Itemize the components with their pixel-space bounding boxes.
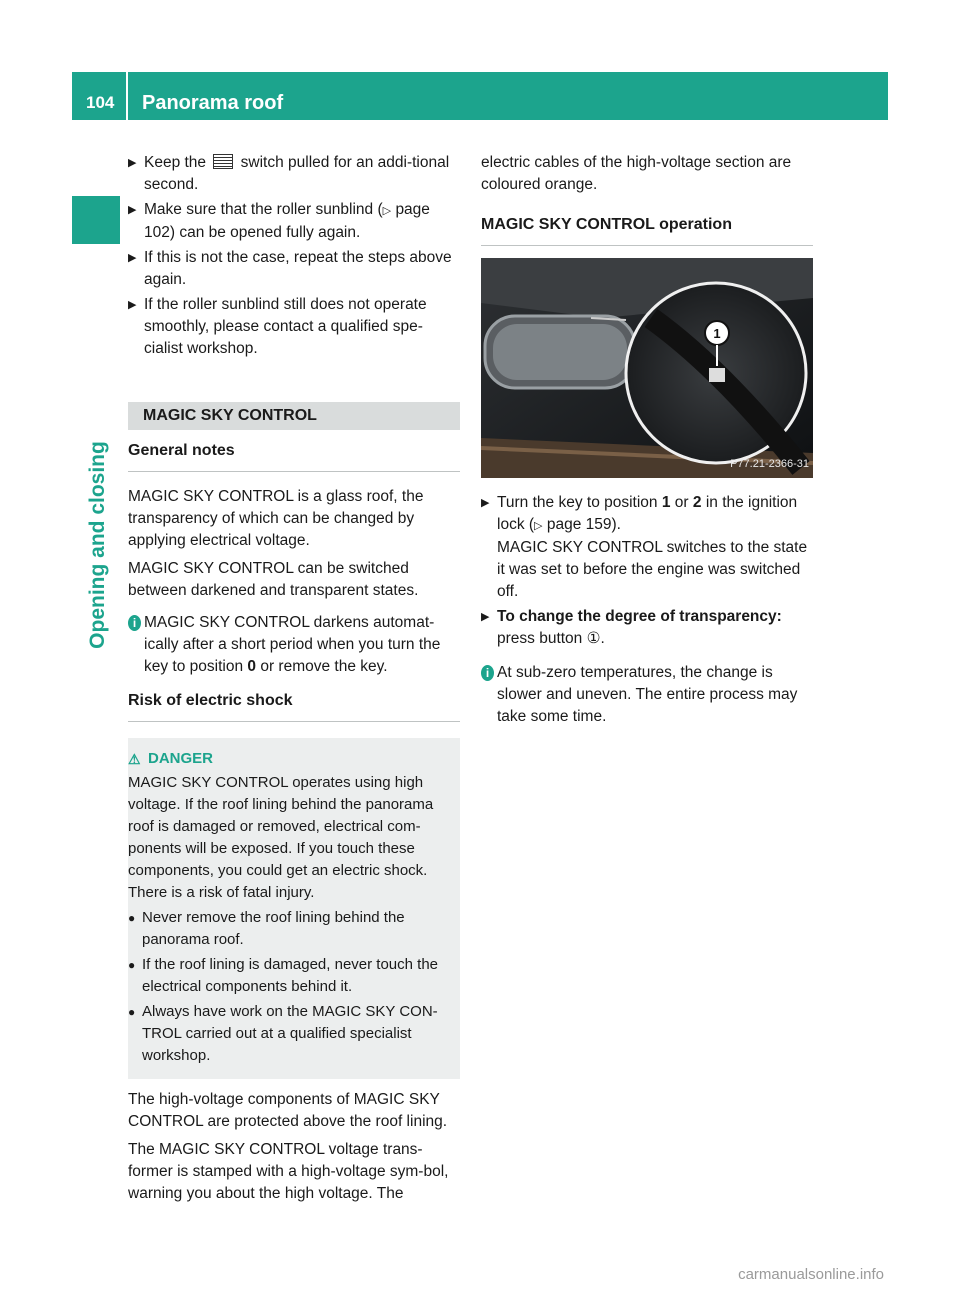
page-number: 104 xyxy=(86,93,115,112)
continuation-text: electric cables of the high-voltage section are coloured orange. xyxy=(481,154,792,193)
step-arrow-icon: ▶ xyxy=(481,611,490,623)
key-position: 1 xyxy=(661,494,671,511)
bullet-icon: ● xyxy=(128,958,136,972)
step-text: press button xyxy=(497,630,587,647)
step-text: or xyxy=(670,494,693,511)
danger-bullet xyxy=(128,1001,452,1067)
step-arrow-icon: ▶ xyxy=(128,157,137,169)
roof-switch-icon xyxy=(213,154,233,169)
step-contact-workshop xyxy=(128,294,460,360)
step-text: in the ignition lock ( xyxy=(497,494,798,533)
step-repeat xyxy=(128,247,460,291)
chapter-tab xyxy=(72,196,120,244)
step-text: switch pulled for an addi-tional second. xyxy=(144,154,450,193)
step-text: If this is not the case, repeat the steps above again. xyxy=(144,249,452,288)
step-text: . xyxy=(600,630,605,647)
step-arrow-icon: ▶ xyxy=(481,497,490,509)
bullet-text: If the roof lining is damaged, never touch the electrical components behind it. xyxy=(142,956,439,995)
step-turn-key xyxy=(481,492,813,603)
danger-bullet xyxy=(128,907,452,951)
info-text: At sub-zero temperatures, the change is slower and uneven. The entire process may take some time. xyxy=(497,664,798,725)
step-title: To change the degree of transparency: xyxy=(497,608,782,625)
bullet-text: Never remove the roof lining behind the panorama roof. xyxy=(142,909,405,948)
danger-box xyxy=(128,738,460,1079)
info-text: or remove the key. xyxy=(256,658,388,675)
footer-site: carmanualsonline.info xyxy=(738,1266,884,1283)
photo-callout-label: 1 xyxy=(713,326,721,341)
step-text: Keep the xyxy=(144,154,211,171)
operation-heading: MAGIC SKY CONTROL operation xyxy=(481,214,813,246)
step-arrow-icon: ▶ xyxy=(128,299,137,311)
bullet-icon: ● xyxy=(128,911,136,925)
info-note-temperature xyxy=(481,662,813,728)
danger-header xyxy=(128,748,452,770)
control-photo xyxy=(481,258,813,478)
key-position: 0 xyxy=(247,658,257,675)
button-callout: ① xyxy=(586,630,601,647)
step-text: Make sure that the roller sunblind ( xyxy=(144,201,383,218)
info-text: MAGIC SKY CONTROL darkens automat-ically after a short period when you turn the key to position xyxy=(144,614,441,675)
step-change-transparency xyxy=(481,606,813,650)
info-icon: i xyxy=(481,665,494,681)
info-note-darkens xyxy=(128,612,460,678)
header-divider xyxy=(126,72,128,120)
general-notes-heading: General notes xyxy=(128,440,460,472)
photo-illustration xyxy=(481,258,813,478)
key-position: 2 xyxy=(692,494,702,511)
page-ref[interactable]: page 159). xyxy=(546,516,621,533)
closing-para1: The high-voltage components of MAGIC SKY CONTROL are protected above the roof lining. xyxy=(128,1091,448,1130)
step-arrow-icon: ▶ xyxy=(128,204,137,216)
general-notes-para1: MAGIC SKY CONTROL is a glass roof, the transparency of which can be changed by applying electrical voltage. xyxy=(128,488,424,549)
page-ref-icon: ▷ xyxy=(534,520,543,532)
step-sunblind-check xyxy=(128,199,460,244)
left-column xyxy=(128,152,460,1211)
risk-heading: Risk of electric shock xyxy=(128,690,460,722)
page-title: Panorama roof xyxy=(142,92,284,114)
bullet-text: Always have work on the MAGIC SKY CON-TROL carried out at a qualified specialist workshop. xyxy=(142,1003,438,1064)
danger-label: DANGER xyxy=(148,750,214,767)
step-arrow-icon: ▶ xyxy=(128,252,137,264)
info-icon: i xyxy=(128,615,141,631)
right-column xyxy=(481,152,813,740)
step-text: If the roller sunblind still does not operate smoothly, please contact a qualified spe-cialist workshop. xyxy=(144,296,427,357)
step-result: MAGIC SKY CONTROL switches to the state it was set to before the engine was switched off. xyxy=(497,539,808,600)
photo-code: P77.21-2366-31 xyxy=(730,458,809,470)
warning-triangle-icon: ⚠ xyxy=(128,751,141,767)
closing-para2: The MAGIC SKY CONTROL voltage trans-former is stamped with a high-voltage sym-bol, warning you about the high voltage. The xyxy=(128,1141,449,1202)
danger-text: MAGIC SKY CONTROL operates using high voltage. If the roof lining behind the panorama roof is damaged or removed, electrical com-ponents will be exposed. If you touch these components, you could get an electric shock. There is a risk of fatal injury. xyxy=(128,774,434,901)
section-title: MAGIC SKY CONTROL xyxy=(128,402,460,430)
chapter-label-text: Opening and closing xyxy=(86,441,109,649)
page-ref-icon: ▷ xyxy=(382,205,392,217)
step-keep-switch xyxy=(128,152,460,196)
bullet-icon: ● xyxy=(128,1005,136,1019)
page-ref[interactable]: page 102) can be opened fully again. xyxy=(144,201,430,241)
danger-bullet xyxy=(128,954,452,998)
general-notes-para2: MAGIC SKY CONTROL can be switched between darkened and transparent states. xyxy=(128,560,419,599)
step-text: Turn the key to position xyxy=(497,494,662,511)
